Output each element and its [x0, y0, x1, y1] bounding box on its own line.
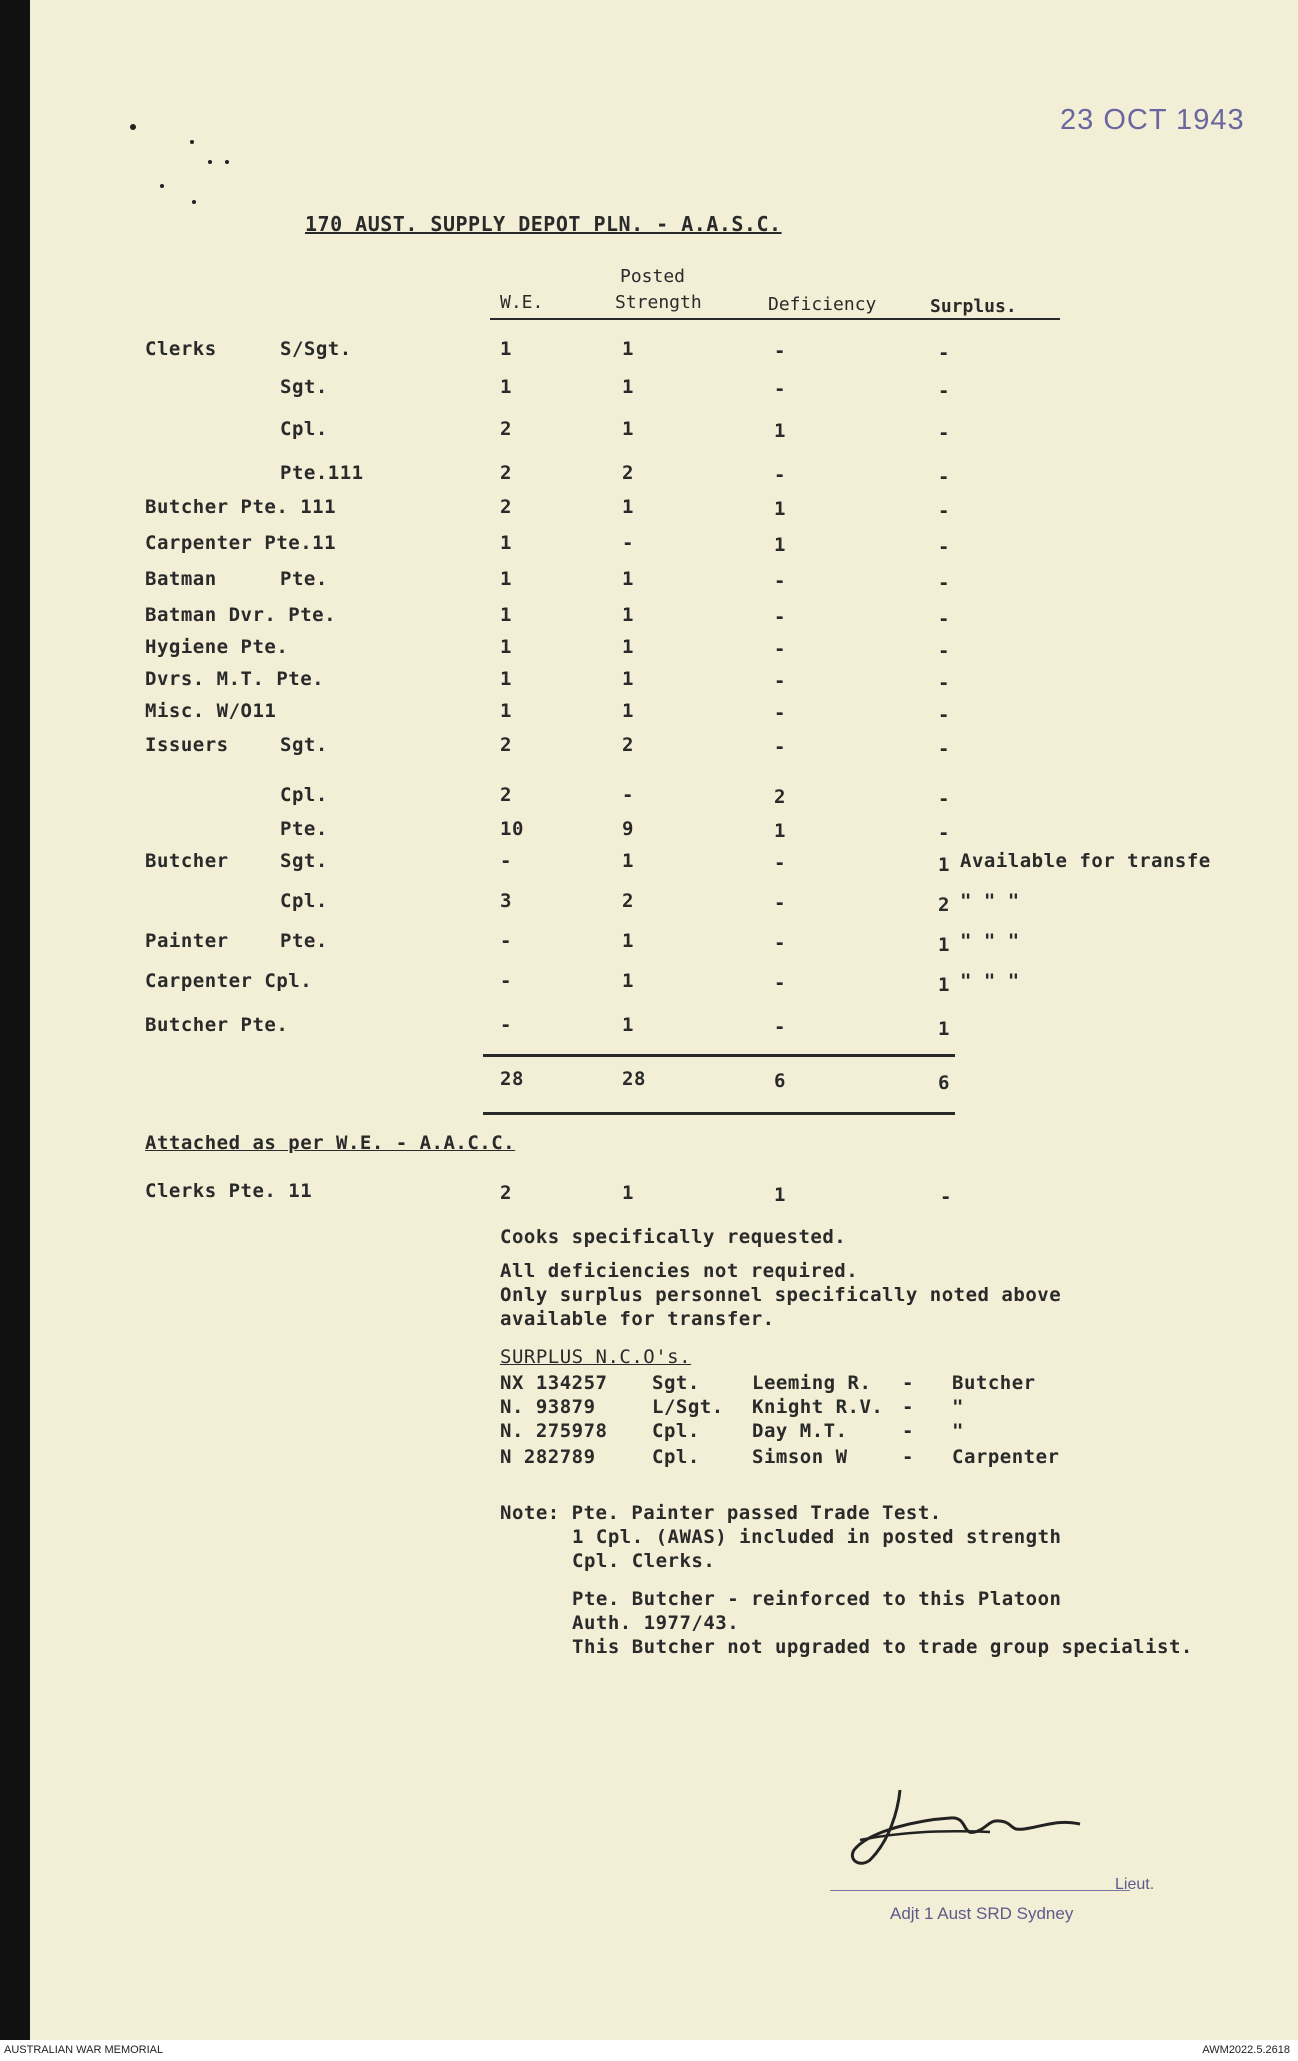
row-rank: Cpl. [280, 418, 328, 440]
signature-office: Adjt 1 Aust SRD Sydney [890, 1904, 1074, 1923]
row-note: " " " [960, 970, 1020, 992]
nco-trade: " [952, 1420, 964, 1442]
total-rule-top [483, 1054, 955, 1057]
row-deficiency: - [774, 972, 786, 994]
row-we: 1 [500, 604, 512, 626]
row-surplus: - [938, 788, 950, 810]
row-deficiency: - [774, 932, 786, 954]
row-rank: Sgt. [280, 376, 328, 398]
row-we: - [500, 930, 512, 952]
row-trade: Batman Dvr. Pte. [145, 604, 337, 626]
attached-trade: Clerks Pte. 11 [145, 1180, 313, 1202]
row-deficiency: 1 [774, 498, 786, 520]
header-underline [490, 318, 1060, 320]
row-surplus: - [938, 640, 950, 662]
nco-dash: - [902, 1420, 914, 1442]
row-rank: Pte. [280, 568, 328, 590]
note-line: Pte. Butcher - reinforced to this Platoon [572, 1588, 1062, 1610]
surplus-nco-heading: SURPLUS N.C.O's. [500, 1346, 692, 1368]
row-we: 1 [500, 532, 512, 554]
nco-rank: Cpl. [652, 1420, 700, 1442]
col-posted-header-bottom: Strength [615, 292, 702, 313]
row-we: 1 [500, 376, 512, 398]
row-rank: Sgt. [280, 850, 328, 872]
row-surplus: - [938, 536, 950, 558]
row-deficiency: 1 [774, 534, 786, 556]
row-rank: Cpl. [280, 784, 328, 806]
row-trade: Carpenter Pte.11 [145, 532, 337, 554]
row-deficiency: - [774, 736, 786, 758]
row-deficiency: 1 [774, 420, 786, 442]
col-deficiency-header: Deficiency [768, 294, 877, 315]
nco-dash: - [902, 1396, 914, 1418]
nco-no: N 282789 [500, 1446, 596, 1468]
row-surplus: - [938, 822, 950, 844]
nco-trade: " [952, 1396, 964, 1418]
row-posted: 1 [622, 418, 634, 440]
total-we: 28 [500, 1068, 524, 1090]
row-we: 1 [500, 338, 512, 360]
row-deficiency: - [774, 702, 786, 724]
row-we: 1 [500, 568, 512, 590]
row-posted: 1 [622, 850, 634, 872]
nco-trade: Butcher [952, 1372, 1036, 1394]
total-surplus: 6 [938, 1072, 950, 1094]
row-posted: 1 [622, 636, 634, 658]
footer-right: AWM2022.5.2618 [1202, 2044, 1290, 2056]
row-deficiency: - [774, 638, 786, 660]
row-posted: 2 [622, 734, 634, 756]
nco-trade: Carpenter [952, 1446, 1060, 1468]
attached-heading: Attached as per W.E. - A.A.C.C. [145, 1132, 516, 1154]
row-posted: 1 [622, 568, 634, 590]
row-deficiency: - [774, 340, 786, 362]
nco-name: Day M.T. [752, 1420, 848, 1442]
row-posted: 1 [622, 376, 634, 398]
row-posted: 1 [622, 1014, 634, 1036]
row-posted: 2 [622, 890, 634, 912]
row-rank: Pte.111 [280, 462, 364, 484]
row-trade: Clerks [145, 338, 217, 360]
row-posted: 9 [622, 818, 634, 840]
row-surplus: - [938, 672, 950, 694]
row-we: 1 [500, 700, 512, 722]
row-we: 2 [500, 496, 512, 518]
note-line: Cpl. Clerks. [572, 1550, 716, 1572]
row-surplus: - [938, 572, 950, 594]
row-we: 1 [500, 636, 512, 658]
row-surplus: - [938, 466, 950, 488]
row-we: 1 [500, 668, 512, 690]
row-posted: 1 [622, 496, 634, 518]
row-trade: Dvrs. M.T. Pte. [145, 668, 325, 690]
row-surplus: 1 [938, 854, 950, 876]
row-deficiency: - [774, 464, 786, 486]
row-surplus: 2 [938, 894, 950, 916]
nco-no: NX 134257 [500, 1372, 608, 1394]
document-page [30, 0, 1298, 2040]
row-rank: S/Sgt. [280, 338, 352, 360]
row-we: 2 [500, 418, 512, 440]
row-rank: Sgt. [280, 734, 328, 756]
row-trade: Butcher [145, 850, 229, 872]
row-posted: - [622, 784, 634, 806]
nco-rank: L/Sgt. [652, 1396, 724, 1418]
row-we: 3 [500, 890, 512, 912]
row-posted: 1 [622, 970, 634, 992]
attached-posted: 1 [622, 1182, 634, 1204]
attached-surplus: - [940, 1186, 952, 1208]
row-we: 2 [500, 734, 512, 756]
row-deficiency: - [774, 606, 786, 628]
nco-rank: Sgt. [652, 1372, 700, 1394]
row-deficiency: - [774, 852, 786, 874]
footer-left: AUSTRALIAN WAR MEMORIAL [4, 2044, 164, 2056]
row-trade: Batman [145, 568, 217, 590]
nco-no: N. 275978 [500, 1420, 608, 1442]
remark-line: available for transfer. [500, 1308, 775, 1330]
signature-scribble [840, 1770, 1120, 1880]
attached-we: 2 [500, 1182, 512, 1204]
archive-footer [0, 2040, 1298, 2061]
note-line: This Butcher not upgraded to trade group specialist. [572, 1636, 1193, 1658]
row-we: - [500, 850, 512, 872]
row-surplus: 1 [938, 1018, 950, 1040]
row-posted: 1 [622, 668, 634, 690]
row-surplus: - [938, 608, 950, 630]
row-posted: 2 [622, 462, 634, 484]
note-line: 1 Cpl. (AWAS) included in posted strength [572, 1526, 1062, 1548]
row-surplus: 1 [938, 974, 950, 996]
row-trade: Issuers [145, 734, 229, 756]
row-posted: 1 [622, 338, 634, 360]
total-deficiency: 6 [774, 1070, 786, 1092]
row-we: 10 [500, 818, 524, 840]
row-deficiency: - [774, 378, 786, 400]
row-rank: Pte. [280, 818, 328, 840]
remark-line: Cooks specifically requested. [500, 1226, 847, 1248]
row-trade: Carpenter Cpl. [145, 970, 313, 992]
row-trade: Painter [145, 930, 229, 952]
row-trade: Butcher Pte. 111 [145, 496, 337, 518]
remark-line: All deficiencies not required. [500, 1260, 859, 1282]
nco-dash: - [902, 1446, 914, 1468]
nco-no: N. 93879 [500, 1396, 596, 1418]
remark-line: Only surplus personnel specifically noted above [500, 1284, 1062, 1306]
row-posted: 1 [622, 604, 634, 626]
nco-name: Leeming R. [752, 1372, 872, 1394]
document-title: 170 AUST. SUPPLY DEPOT PLN. - A.A.S.C. [305, 212, 782, 236]
row-trade: Misc. W/O11 [145, 700, 277, 722]
row-note: " " " [960, 890, 1020, 912]
nco-name: Knight R.V. [752, 1396, 884, 1418]
note-line: Note: Pte. Painter passed Trade Test. [500, 1502, 942, 1524]
row-surplus: - [938, 738, 950, 760]
row-deficiency: 1 [774, 820, 786, 842]
attached-deficiency: 1 [774, 1184, 786, 1206]
note-line: Auth. 1977/43. [572, 1612, 740, 1634]
col-posted-header-top: Posted [620, 266, 686, 287]
row-deficiency: - [774, 892, 786, 914]
row-we: - [500, 970, 512, 992]
row-deficiency: - [774, 570, 786, 592]
total-rule-bottom [483, 1112, 955, 1115]
row-surplus: - [938, 704, 950, 726]
col-we-header: W.E. [500, 292, 544, 313]
row-deficiency: - [774, 1016, 786, 1038]
row-trade: Hygiene Pte. [145, 636, 289, 658]
signature-line [830, 1890, 1130, 1891]
row-trade: Butcher Pte. [145, 1014, 289, 1036]
row-posted: 1 [622, 700, 634, 722]
nco-rank: Cpl. [652, 1446, 700, 1468]
row-note: " " " [960, 930, 1020, 952]
row-posted: - [622, 532, 634, 554]
row-surplus: - [938, 380, 950, 402]
row-deficiency: - [774, 670, 786, 692]
row-deficiency: 2 [774, 786, 786, 808]
total-posted: 28 [622, 1068, 646, 1090]
row-we: 2 [500, 784, 512, 806]
row-rank: Cpl. [280, 890, 328, 912]
row-rank: Pte. [280, 930, 328, 952]
row-posted: 1 [622, 930, 634, 952]
row-surplus: 1 [938, 934, 950, 956]
row-surplus: - [938, 500, 950, 522]
nco-name: Simson W [752, 1446, 848, 1468]
signature-rank: Lieut. [1115, 1876, 1155, 1893]
row-we: 2 [500, 462, 512, 484]
row-surplus: - [938, 342, 950, 364]
col-surplus-header: Surplus. [930, 296, 1017, 317]
nco-dash: - [902, 1372, 914, 1394]
row-note: Available for transfe [960, 850, 1211, 872]
row-we: - [500, 1014, 512, 1036]
date-stamp: 23 OCT 1943 [1060, 104, 1245, 136]
row-surplus: - [938, 422, 950, 444]
